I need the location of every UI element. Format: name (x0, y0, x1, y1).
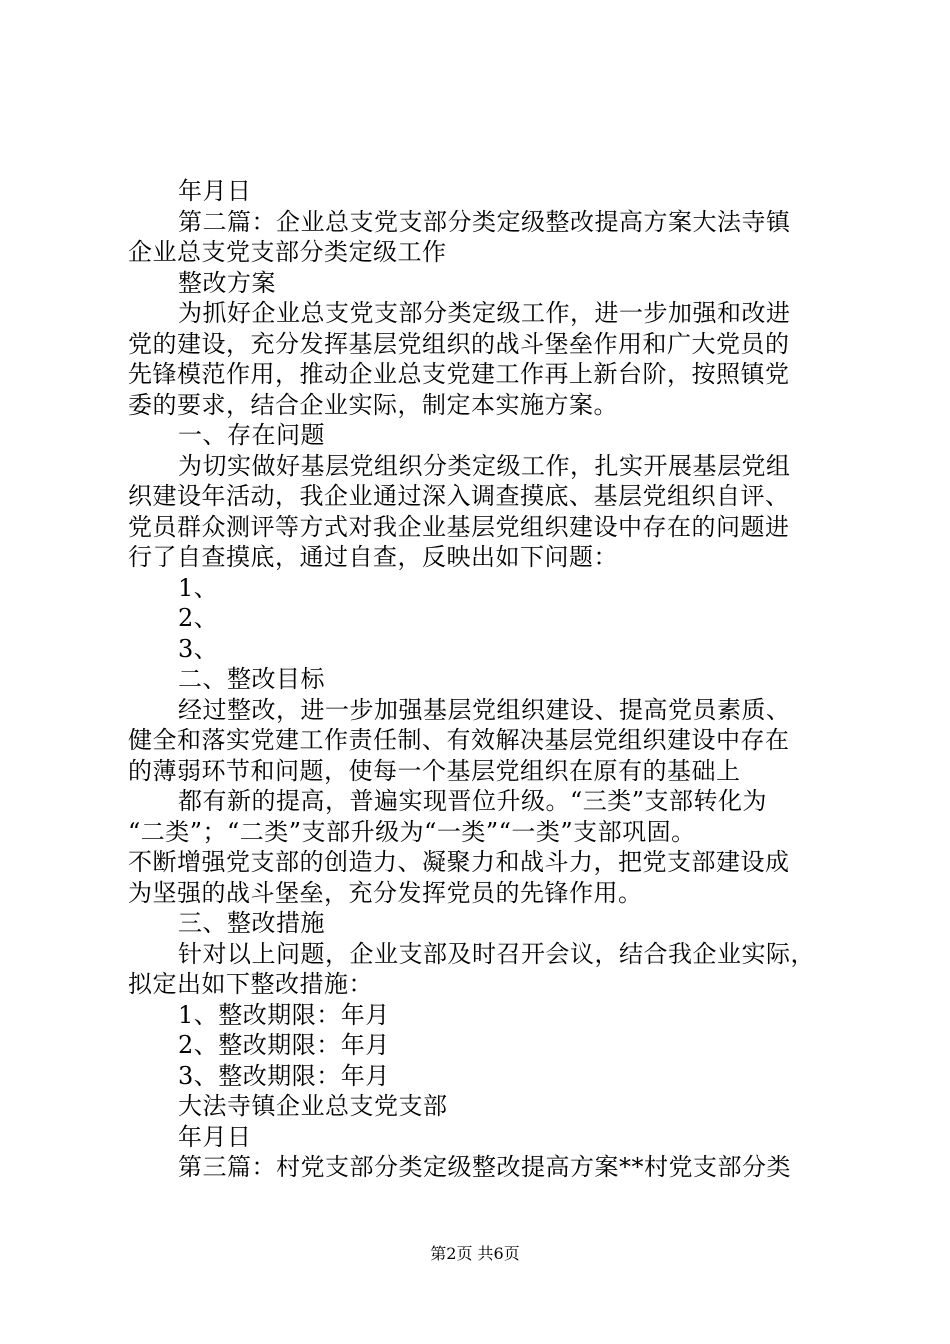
text-line: 拟定出如下整改措施： (128, 970, 373, 998)
text-line: “二类”；“二类”支部升级为“一类”“一类”支部巩固。 (128, 817, 696, 846)
text-line: 年月日 (178, 177, 252, 205)
text-line: 先锋模范作用，推动企业总支党建工作再上新台阶，按照镇党 (128, 360, 790, 388)
text-line: 二、整改目标 (178, 665, 325, 693)
text-line: 为切实做好基层党组织分类定级工作，扎实开展基层党组 (178, 451, 791, 480)
text-line: 2、 (178, 604, 219, 632)
text-line: 针对以上问题，企业支部及时召开会议，结合我企业实际， (178, 939, 815, 968)
text-line: 2、整改期限：年月 (178, 1031, 390, 1059)
text-line: 企业总支党支部分类定级工作 (128, 238, 447, 266)
text-line: 都有新的提高，普遍实现晋位升级。“三类”支部转化为 (178, 787, 768, 815)
text-line: 第二篇：企业总支党支部分类定级整改提高方案大法寺镇 (178, 207, 791, 236)
document-body (128, 176, 838, 1183)
text-line: 大法寺镇企业总支党支部 (178, 1092, 448, 1120)
text-line: 整改方案 (178, 268, 276, 297)
text-line: 3、 (178, 634, 219, 663)
text-line: 为抓好企业总支党支部分类定级工作，进一步加强和改进 (178, 299, 791, 327)
text-line: 三、整改措施 (178, 909, 325, 937)
text-line: 年月日 (178, 1122, 252, 1151)
text-line: 为坚强的战斗堡垒，充分发挥党员的先锋作用。 (128, 878, 643, 907)
text-line: 健全和落实党建工作责任制、有效解决基层党组织建设中存在 (128, 726, 790, 754)
text-line: 3、整改期限：年月 (178, 1061, 390, 1090)
text-line: 的薄弱环节和问题，使每一个基层党组织在原有的基础上 (128, 756, 741, 785)
text-line: 一、存在问题 (178, 421, 325, 449)
text-line: 不断增强党支部的创造力、凝聚力和战斗力，把党支部建设成 (128, 848, 790, 876)
text-line: 1、 (178, 573, 219, 602)
text-line: 行了自查摸底，通过自查，反映出如下问题： (128, 543, 618, 571)
text-line: 委的要求，结合企业实际，制定本实施方案。 (128, 390, 618, 419)
text-line: 第三篇：村党支部分类定级整改提高方案**村党支部分类 (178, 1153, 791, 1181)
text-line: 1、整改期限：年月 (178, 1000, 390, 1029)
page-footer: 第2页 共6页 (430, 1244, 520, 1263)
text-line: 党的建设，充分发挥基层党组织的战斗堡垒作用和广大党员的 (128, 329, 790, 358)
text-line: 织建设年活动，我企业通过深入调查摸底、基层党组织自评、 (128, 482, 790, 510)
text-line: 党员群众测评等方式对我企业基层党组织建设中存在的问题进 (128, 512, 790, 541)
text-line: 经过整改，进一步加强基层党组织建设、提高党员素质、 (178, 695, 791, 724)
